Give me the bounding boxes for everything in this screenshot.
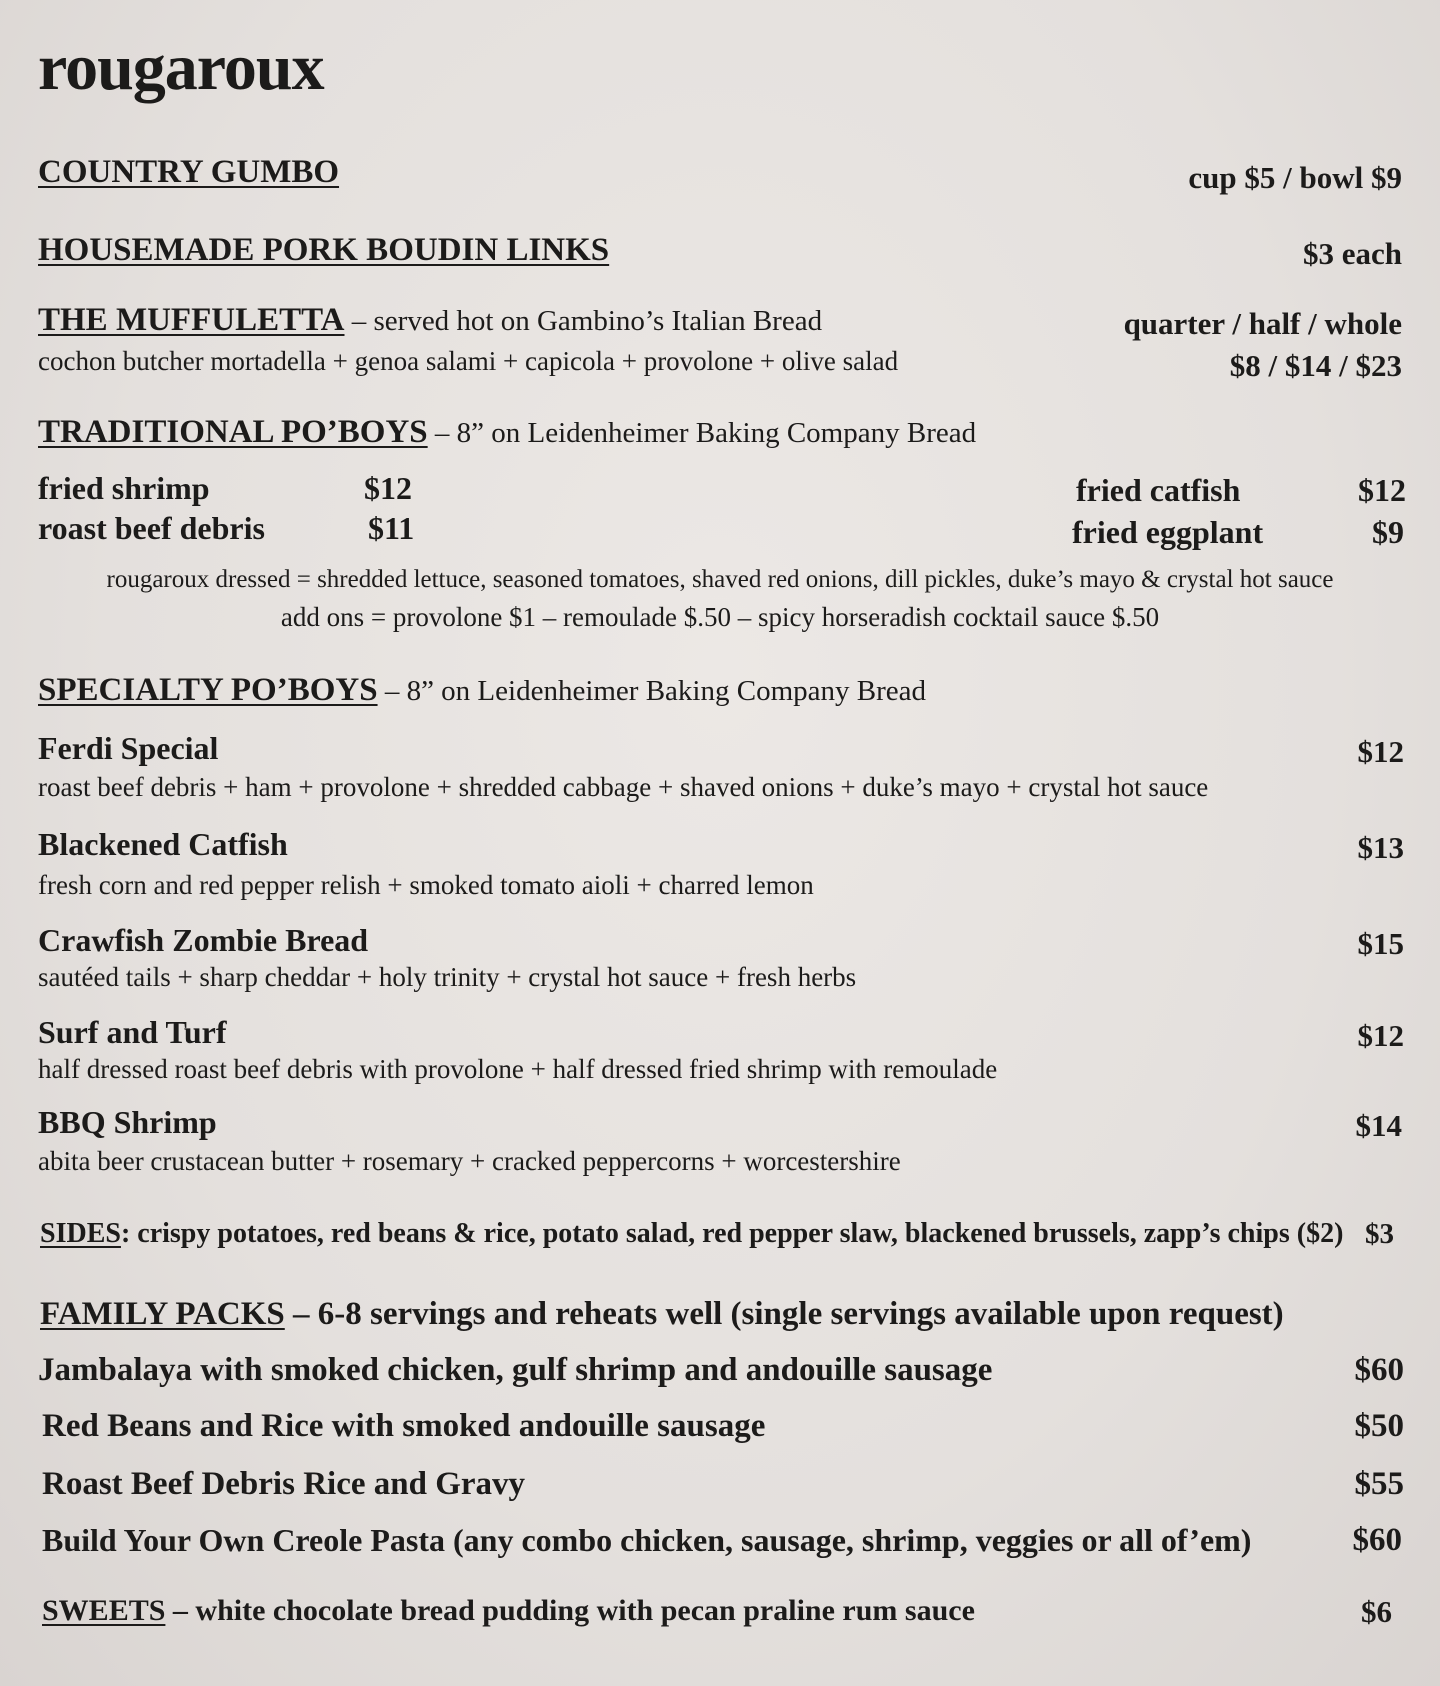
family-pack-item-price: $50 — [1354, 1408, 1404, 1444]
family-pack-item-name: Jambalaya with smoked chicken, gulf shrimp and andouille sausage — [38, 1352, 993, 1388]
sides-price: $3 — [1365, 1218, 1394, 1250]
boudin-price: $3 each — [1302, 236, 1402, 271]
boudin-heading — [38, 232, 609, 269]
family-pack-item-price: $60 — [1352, 1522, 1402, 1558]
sides-label: SIDES — [40, 1218, 121, 1249]
restaurant-name: rougaroux — [38, 31, 324, 104]
specialty-item-price: $13 — [1357, 830, 1404, 865]
specialty-item-description: roast beef debris + ham + provolone + shredded cabbage + shaved onions + duke’s mayo + crystal hot sauce — [38, 772, 1209, 802]
family-packs-heading — [40, 1296, 1284, 1333]
sides-line — [40, 1218, 1343, 1250]
muffuletta-prices: $8 / $14 / $23 — [1229, 348, 1402, 383]
dressed-note: rougaroux dressed = shredded lettuce, seasoned tomatoes, shaved red onions, dill pickles, duke’s mayo & crystal hot sauce — [106, 566, 1334, 593]
specialty-item-price: $12 — [1357, 734, 1404, 769]
family-pack-item-name: Build Your Own Creole Pasta (any combo chicken, sausage, shrimp, veggies or all of’em) — [42, 1522, 1252, 1558]
traditional-item-name: fried shrimp — [38, 470, 210, 506]
family-pack-item-name: Roast Beef Debris Rice and Gravy — [42, 1466, 526, 1502]
specialty-item-name: Ferdi Special — [38, 730, 219, 766]
traditional-subtitle: – 8” on Leidenheimer Baking Company Bread — [427, 417, 977, 449]
traditional-item-name: fried catfish — [1076, 472, 1241, 508]
traditional-item-price: $11 — [368, 510, 415, 546]
sweets-line — [42, 1594, 975, 1628]
family-pack-item-name: Red Beans and Rice with smoked andouille sausage — [42, 1408, 766, 1444]
gumbo-heading — [38, 154, 339, 191]
family-packs-name: FAMILY PACKS — [40, 1296, 285, 1332]
traditional-item-name: roast beef debris — [38, 510, 265, 546]
gumbo-price: cup $5 / bowl $9 — [1188, 160, 1402, 195]
specialty-item-name: Blackened Catfish — [38, 826, 288, 862]
specialty-item-price: $12 — [1357, 1018, 1404, 1053]
boudin-name: HOUSEMADE PORK BOUDIN LINKS — [38, 232, 610, 268]
traditional-item-name: fried eggplant — [1072, 514, 1264, 550]
specialty-item-description: sautéed tails + sharp cheddar + holy trinity + crystal hot sauce + fresh herbs — [38, 962, 857, 992]
specialty-name: SPECIALTY PO’BOYS — [38, 672, 378, 708]
muffuletta-description: cochon butcher mortadella + genoa salami + capicola + provolone + olive salad — [38, 346, 899, 376]
traditional-item-price: $12 — [1358, 472, 1406, 508]
specialty-subtitle: – 8” on Leidenheimer Baking Company Bread — [377, 675, 926, 707]
sweets-price: $6 — [1361, 1594, 1392, 1629]
muffuletta-sizes: quarter / half / whole — [1123, 306, 1402, 341]
specialty-item-description: fresh corn and red pepper relish + smoked tomato aioli + charred lemon — [38, 870, 814, 900]
muffuletta-heading — [38, 302, 822, 339]
specialty-item-name: Crawfish Zombie Bread — [38, 922, 369, 958]
specialty-item-description: half dressed roast beef debris with provolone + half dressed fried shrimp with remoulade — [38, 1054, 998, 1084]
traditional-item-price: $12 — [364, 470, 412, 506]
traditional-heading — [38, 414, 976, 451]
specialty-item-price: $14 — [1355, 1108, 1402, 1143]
specialty-item-name: Surf and Turf — [38, 1014, 227, 1050]
family-pack-item-price: $60 — [1354, 1352, 1404, 1388]
specialty-item-description: abita beer crustacean butter + rosemary + cracked peppercorns + worcestershire — [38, 1146, 901, 1176]
sides-text: : crispy potatoes, red beans & rice, potato salad, red pepper slaw, blackened brussels, zapp’s chips ($2) — [120, 1218, 1344, 1249]
muffuletta-name: THE MUFFULETTA — [38, 302, 345, 338]
traditional-item-price: $9 — [1372, 514, 1404, 550]
specialty-heading — [38, 672, 926, 709]
family-packs-subtitle: – 6-8 servings and reheats well (single servings available upon request) — [284, 1296, 1284, 1332]
gumbo-name: COUNTRY GUMBO — [38, 154, 340, 190]
specialty-item-name: BBQ Shrimp — [38, 1104, 217, 1140]
sweets-name: SWEETS — [42, 1594, 166, 1627]
addons-note: add ons = provolone $1 – remoulade $.50 – spicy horseradish cocktail sauce $.50 — [280, 602, 1160, 632]
sweets-text: – white chocolate bread pudding with pecan praline rum sauce — [165, 1594, 975, 1627]
traditional-name: TRADITIONAL PO’BOYS — [38, 414, 428, 450]
specialty-item-price: $15 — [1357, 926, 1404, 961]
family-pack-item-price: $55 — [1354, 1466, 1404, 1502]
muffuletta-subtitle: – served hot on Gambino’s Italian Bread — [344, 305, 823, 337]
